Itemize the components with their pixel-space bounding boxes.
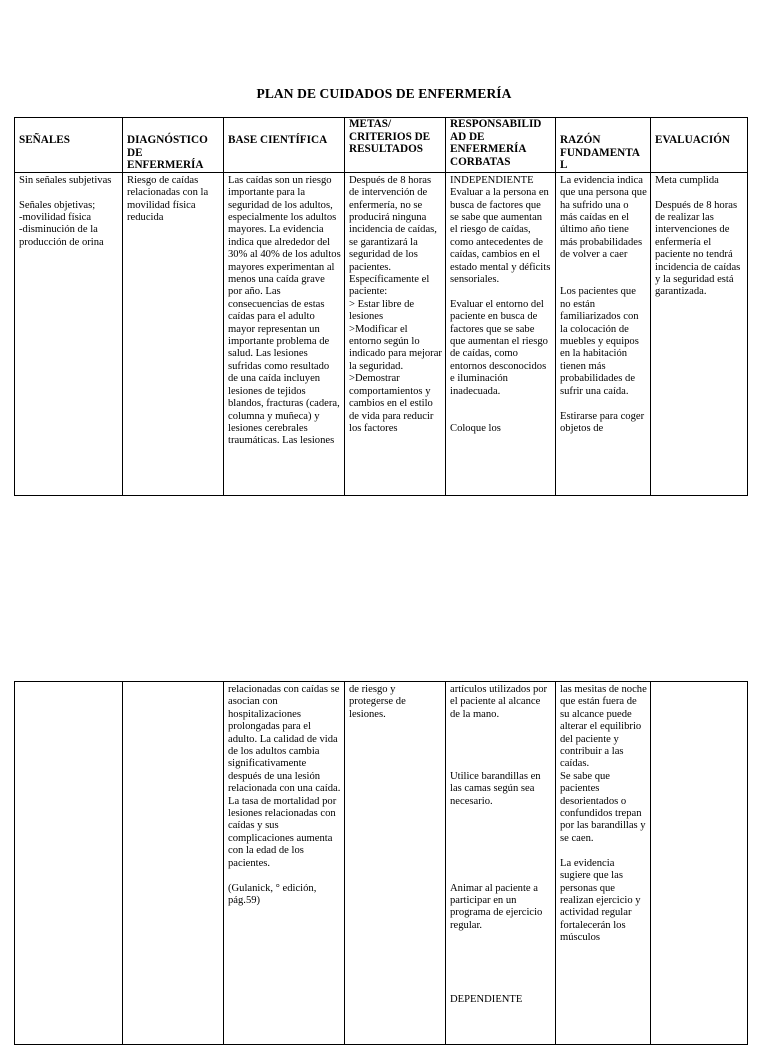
base-cientifica-text: Las caídas son un riesgo importante para la seguridad de los adultos, especialmente los adultos mayores. La evidencia indica que alrededor del 30% al 40% de los adultos mayores experimentan al menos una caída grave por año. Las consecuencias de estas caídas para el adulto mayor representan un importante problema de salud. Las lesiones sufridas como resultado de una caída incluyen lesiones de tejidos blandos, fracturas (cadera, columna y muñeca) y lesiones cerebrales traumáticas. Las lesiones	[228, 174, 341, 447]
senales-text: Sin señales subjetivas Señales objetivas; -movilidad física -disminución de la producción de orina	[19, 174, 112, 248]
cell-metas	[345, 682, 446, 1045]
header-razon: RAZÓN FUNDAMENTA L	[556, 118, 651, 173]
cell-evaluacion	[651, 172, 748, 495]
evaluacion-text: Meta cumplida Después de 8 horas de realizar las intervenciones de enfermería el paciente no tendrá incidencia de caídas y la seguridad está garantizada.	[655, 174, 741, 298]
header-evaluacion: EVALUACIÓN	[651, 118, 748, 173]
table-row	[15, 682, 748, 1045]
cell-metas	[345, 172, 446, 495]
header-row	[15, 118, 748, 173]
diagnostico-text: Riesgo de caídas relacionadas con la movilidad física reducida	[127, 174, 209, 223]
cell-razon	[556, 172, 651, 495]
cell-diagnostico	[123, 682, 224, 1045]
header-base-cientifica: BASE CIENTÍFICA	[224, 118, 345, 173]
cell-razon	[556, 682, 651, 1045]
care-plan-table-page-2	[14, 681, 748, 1045]
cell-base-cientifica	[224, 682, 345, 1045]
header-senales: SEÑALES	[15, 118, 123, 173]
header-diagnostico: DIAGNÓSTICO DE ENFERMERÍA	[123, 118, 224, 173]
metas-text: de riesgo y protegerse de lesiones.	[349, 684, 406, 720]
responsabilidad-text: artículos utilizados por el paciente al alcance de la mano. Utilice barandillas en las camas según sea necesario. Animar al paciente a participar en un programa de ejercicio regular. DEPENDIENTE	[450, 684, 548, 1006]
cell-evaluacion	[651, 682, 748, 1045]
razon-text: La evidencia indica que una persona que ha sufrido una o más caídas en el último año tiene más probabilidades de volver a caer Los pacientes que no están familiarizados con la colocación de muebles y equipos en la habitación tienen más probabilidades de sufrir una caída. Estirarse para coger objetos de	[560, 174, 647, 434]
page-title: PLAN DE CUIDADOS DE ENFERMERÍA	[256, 86, 512, 101]
cell-senales	[15, 172, 123, 495]
cell-diagnostico	[123, 172, 224, 495]
cell-responsabilidad	[446, 682, 556, 1045]
table-row	[15, 172, 748, 495]
header-responsabilidad: RESPONSABILID AD DE ENFERMERÍA CORBATAS	[446, 118, 556, 173]
cell-senales	[15, 682, 123, 1045]
razon-text: las mesitas de noche que están fuera de su alcance puede alterar el equilibrio del paciente y contribuir a las caídas. Se sabe que pacientes desorientados o confundidos trepan por las barandillas y se caen. La evidencia sugiere que las personas que realizan ejercicio y actividad regular fortalecerán los músculos	[560, 684, 647, 944]
cell-responsabilidad	[446, 172, 556, 495]
metas-text: Después de 8 horas de intervención de enfermería, no se producirá ninguna incidencia de caídas, se garantizará la seguridad de los pacientes. Específicamente el paciente: > Estar libre de lesiones >Modificar el entorno según lo indicado para mejorar la seguridad. >Demostrar comportamientos y cambios en el estilo de vida para reducir los factores	[349, 174, 442, 434]
base-cientifica-text: relacionadas con caídas se asocian con hospitalizaciones prolongadas para el adulto. La calidad de vida de los adultos cambia significativamente después de una lesión relacionada con una caída. La tasa de mortalidad por lesiones relacionadas con caídas y sus complicaciones aumenta con la edad de los pacientes. (Gulanick, ° edición, pág.59)	[228, 684, 341, 906]
care-plan-table-page-1	[14, 117, 748, 496]
header-metas: METAS/ CRITERIOS DE RESULTADOS	[345, 118, 446, 173]
cell-base-cientifica	[224, 172, 345, 495]
responsabilidad-text: INDEPENDIENTE Evaluar a la persona en busca de factores que se sabe que aumentan el riesgo de caídas, como antecedentes de caídas, cambios en el estado mental y déficits sensoriales. Evaluar el entorno del paciente en busca de factores que se sabe que aumentan el riesgo de caídas, como entornos desconocidos e iluminación inadecuada. Coloque los	[450, 174, 551, 434]
